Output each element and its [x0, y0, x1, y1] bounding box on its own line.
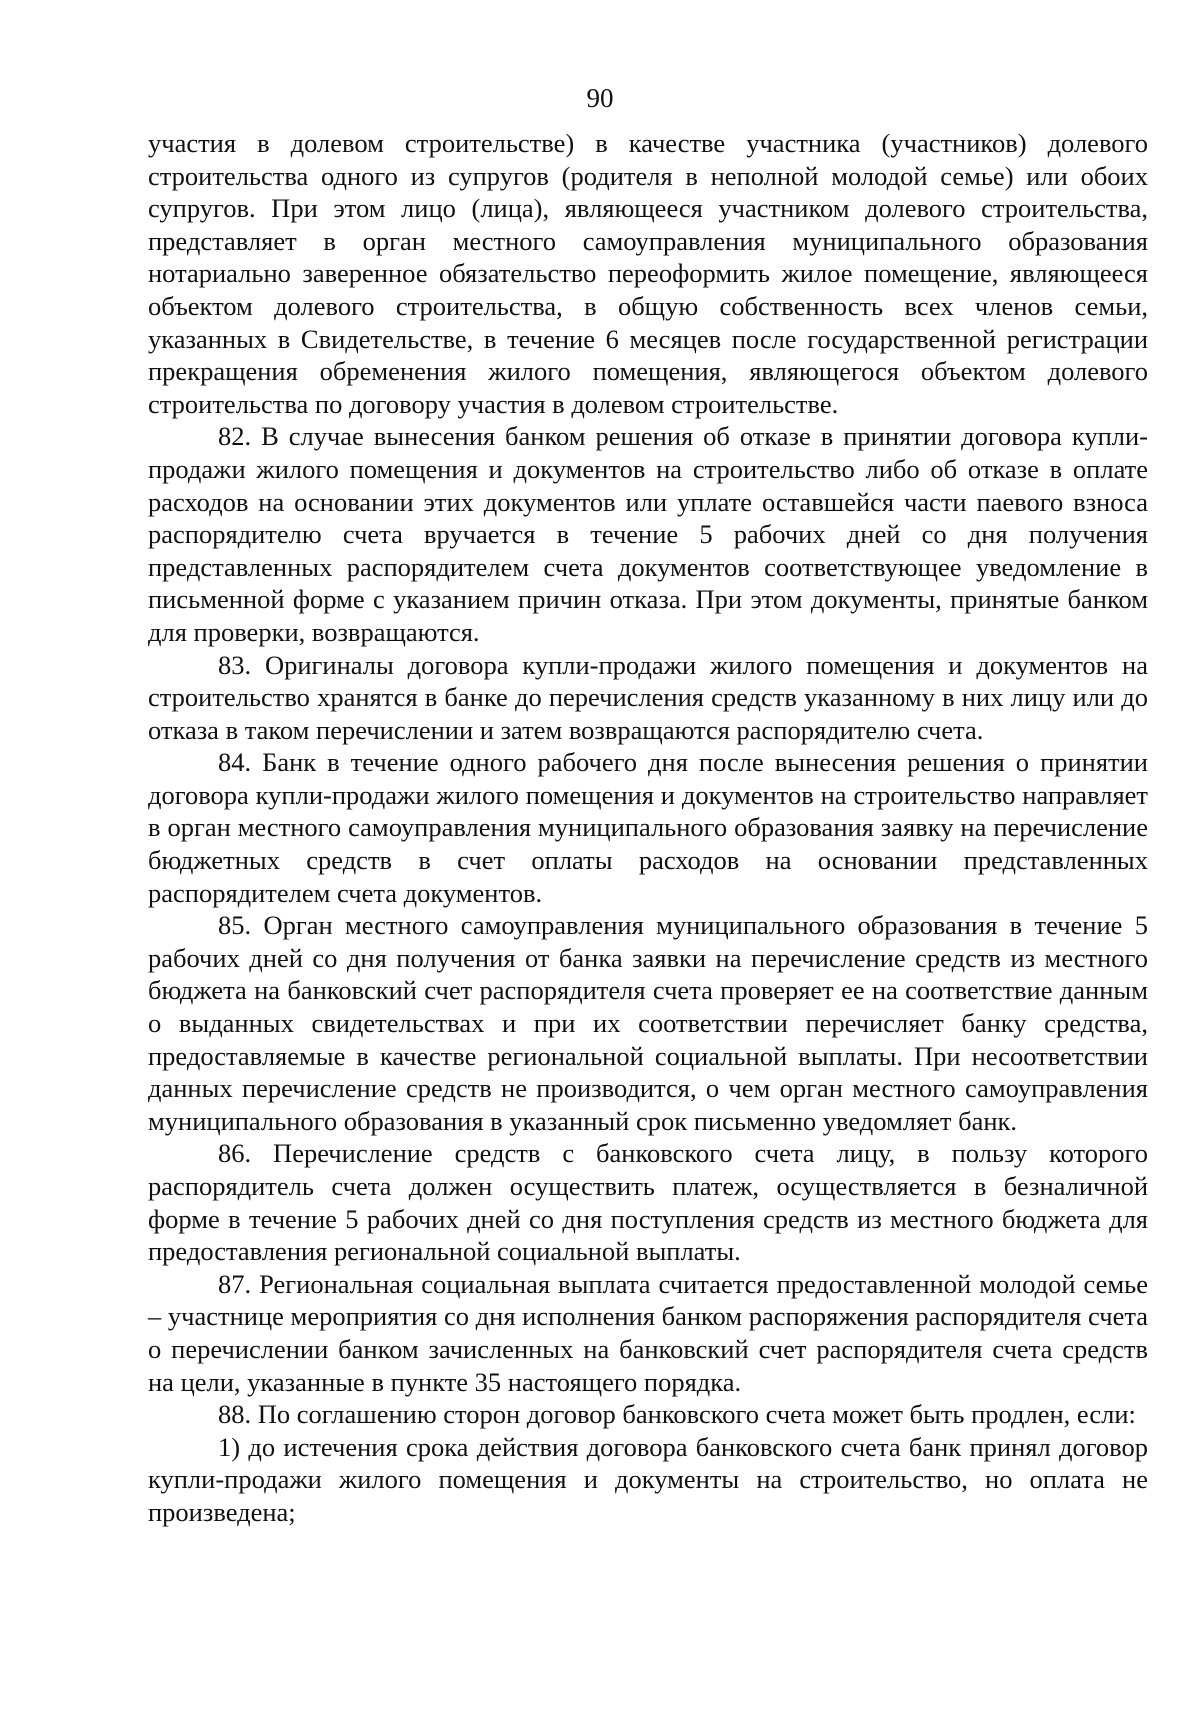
paragraph-86: 86. Перечисление средств с банковского счета лицу, в пользу которого распорядитель счета должен осуществить платеж, осуществляется в безналичной форме в течение 5 рабочих дней со дня поступления средств из местного бюджета для предоставления региональной социальной выплаты.	[148, 1138, 1148, 1267]
paragraph-84: 84. Банк в течение одного рабочего дня после вынесения решения о принятии договора купли-продажи жилого помещения и документов на строительство направляет в орган местного самоуправления муниципального образования заявку на перечисление бюджетных средств в счет оплаты расходов на основании представленных распорядителем счета документов.	[148, 747, 1148, 908]
paragraph-continuation: участия в долевом строительстве) в качестве участника (участников) долевого строительства одного из супругов (родителя в неполной молодой семье) или обоих супругов. При этом лицо (лица), являющееся участником долевого строительства, представляет в орган местного самоуправления муниципального образования нотариально заверенное обязательство переоформить жилое помещение, являющееся объектом долевого строительства, в общую собственность всех членов семьи, указанных в Свидетельстве, в течение 6 месяцев после государственной регистрации прекращения обременения жилого помещения, являющегося объектом долевого строительства по договору участия в долевом строительстве.	[148, 128, 1148, 419]
page-number: 90	[586, 83, 614, 113]
paragraph-85: 85. Орган местного самоуправления муниципального образования в течение 5 рабочих дней со дня получения от банка заявки на перечисление средств из местного бюджета на банковский счет распорядителя счета проверяет ее на соответствие данным о выданных свидетельствах и при их соответствии перечисляет банку средства, предоставляемые в качестве региональной социальной выплаты. При несоответствии данных перечисление средств не производится, о чем орган местного самоуправления муниципального образования в указанный срок письменно уведомляет банк.	[148, 910, 1148, 1136]
document-body	[148, 127, 1148, 1529]
paragraph-88: 88. По соглашению сторон договор банковского счета может быть продлен, если:	[218, 1399, 1136, 1430]
paragraph-82: 82. В случае вынесения банком решения об отказе в принятии договора купли-продажи жилого помещения и документов на строительство либо об отказе в оплате расходов на основании этих документов или уплате оставшейся части паевого взноса распорядителю счета вручается в течение 5 рабочих дней со дня получения представленных распорядителем счета документов соответствующее уведомление в письменной форме с указанием причин отказа. При этом документы, принятые банком для проверки, возвращаются.	[148, 421, 1148, 647]
list-item-1: 1) до истечения срока действия договора банковского счета банк принял договор купли-продажи жилого помещения и документы на строительство, но оплата не произведена;	[148, 1431, 1148, 1527]
paragraph-83: 83. Оригиналы договора купли-продажи жилого помещения и документов на строительство хранятся в банке до перечисления средств указанному в них лицу или до отказа в таком перечислении и затем возвращаются распорядителю счета.	[148, 649, 1148, 745]
paragraph-87: 87. Региональная социальная выплата считается предоставленной молодой семье – участнице мероприятия со дня исполнения банком распоряжения распорядителя счета о перечислении банком зачисленных на банковский счет распорядителя счета средств на цели, указанные в пункте 35 настоящего порядка.	[148, 1268, 1148, 1397]
